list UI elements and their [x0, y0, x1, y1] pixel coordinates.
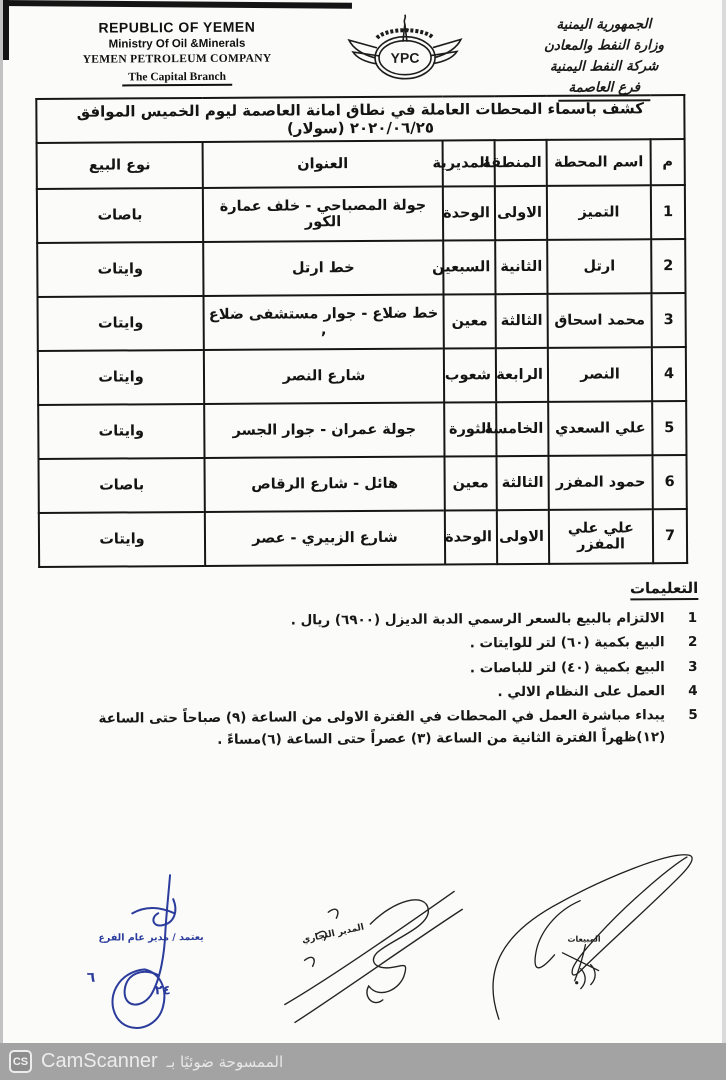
station-row	[38, 401, 686, 459]
cell-address: شارع الزبيري - عصر	[205, 510, 445, 565]
header-station-name: اسم المحطة	[547, 139, 651, 186]
approval-signature-label: يعتمد / مدير عام الفرع	[98, 931, 204, 944]
cell-station-name: علي السعدي	[548, 401, 652, 456]
cell-station-name: التميز	[547, 185, 651, 240]
cell-station-name: النصر	[548, 347, 652, 402]
branch-name-arabic: فرع العاصمة	[558, 77, 650, 101]
table-title: كشف باسماء المحطات العاملة في نطاق امانة العاصمة ليوم الخميس الموافق ٢٠٢٠/٠٦/٢٥ (سولار)	[36, 95, 684, 143]
instruction-number: 4	[688, 682, 698, 699]
commercial-manager-signature	[278, 875, 467, 1038]
station-row	[37, 185, 685, 243]
instruction-text: يبداء مباشرة العمل في المحطات في الفترة الاولى من الساعة (٩) صباحاً حتى الساعة (١٢)ظهراً الفترة الثانية من الساعة (٣) عصراً حتى الساعة (٦)مساءً .	[98, 707, 666, 749]
cell-zone: الثالثة	[496, 456, 548, 510]
logo-text: YPC	[390, 49, 420, 66]
stations-table	[35, 94, 688, 568]
header-zone: المنطقة	[495, 140, 547, 186]
cell-sale-type: وايتات	[38, 404, 204, 459]
letterhead-english	[55, 18, 299, 86]
station-row	[38, 293, 686, 351]
cell-address: خط ارتل	[203, 241, 443, 296]
branch-name: The Capital Branch	[122, 71, 232, 87]
instruction-number: 5	[688, 707, 698, 724]
sales-signature-label: المبيعات	[567, 934, 601, 944]
cell-station-name: محمد اسحاق	[547, 293, 651, 348]
camscanner-watermark-bar	[0, 1043, 726, 1080]
cell-district: السبعين	[443, 240, 495, 294]
cell-district: الوحدة	[445, 510, 497, 564]
cell-zone: الاولى	[497, 510, 549, 564]
scan-shadow-right	[722, 0, 726, 1080]
instructions-section	[36, 578, 699, 755]
handwritten-note-24: ٢٤	[154, 983, 171, 999]
instruction-item	[37, 680, 699, 706]
cell-zone: الثالثة	[496, 294, 548, 348]
header-number: م	[651, 139, 685, 185]
handwritten-note-six: ٦	[86, 969, 96, 986]
cell-station-name: ارتل	[547, 239, 651, 294]
cell-sale-type: وايتات	[38, 350, 204, 405]
company-name: YEMEN PETROLEUM COMPANY	[82, 52, 272, 66]
cell-number: 1	[651, 185, 685, 239]
cell-station-name: علي علي المفزر	[549, 509, 653, 564]
cell-sale-type: وايتات	[37, 242, 203, 297]
instruction-text: العمل على النظام الالي .	[497, 682, 665, 700]
cell-station-name: حمود المفزر	[548, 455, 652, 510]
cell-number: 7	[653, 509, 687, 563]
table-header-row	[37, 139, 685, 189]
cell-address: هائل - شارع الرقاص	[204, 457, 444, 512]
cell-sale-type: وايتات	[38, 296, 204, 351]
instruction-text: الالتزام بالبيع بالسعر الرسمي الدبة الديزل (٦٩٠٠) ريال .	[290, 610, 665, 629]
cell-zone: الثانية	[495, 240, 547, 294]
instruction-number: 1	[687, 609, 698, 627]
instruction-number: 3	[688, 658, 698, 675]
header-sale-type: نوع البيع	[37, 142, 203, 189]
table-title-row	[36, 95, 684, 143]
cell-district: الثورة	[444, 402, 496, 456]
header-address: العنوان	[203, 141, 443, 188]
cell-zone: الخامسة	[496, 402, 548, 456]
cell-zone: الاولى	[495, 186, 547, 240]
header-district: المديرية	[443, 140, 495, 186]
instruction-item	[37, 655, 699, 681]
instruction-text: البيع بكمية (٤٠) لتر للباصات .	[469, 658, 665, 676]
cell-address: جولة المصباحي - خلف عمارة الكور	[203, 187, 443, 242]
cell-number: 3	[651, 293, 685, 347]
cell-number: 6	[652, 455, 686, 509]
ypc-logo	[347, 13, 463, 86]
cell-number: 5	[652, 401, 686, 455]
instruction-text: البيع بكمية (٦٠) لتر للوايتات .	[469, 634, 665, 652]
camscanner-arabic-text: الممسوحة ضوئيًا بـ	[166, 1052, 284, 1071]
cell-district: معين	[444, 294, 496, 348]
instruction-item	[37, 631, 699, 657]
cell-number: 4	[652, 347, 686, 401]
cell-sale-type: باصات	[38, 458, 204, 513]
cell-district: الوحدة	[443, 186, 495, 240]
cell-sale-type: وايتات	[39, 512, 205, 567]
cell-district: معين	[444, 456, 496, 510]
branch-manager-signature	[74, 869, 227, 1042]
cell-number: 2	[651, 239, 685, 293]
commercial-manager-signature-label: المدير التجاري	[301, 922, 365, 946]
letterhead-arabic	[509, 14, 700, 102]
company-name-arabic: شركة النفط اليمنية	[549, 58, 659, 75]
ministry-name: Ministry Of Oil &Minerals	[108, 37, 246, 51]
cell-district: شعوب	[444, 348, 496, 402]
instruction-item	[36, 607, 698, 633]
station-row	[37, 239, 685, 297]
cell-zone: الرابعة	[496, 348, 548, 402]
instruction-number: 2	[687, 634, 698, 651]
cell-address: شارع النصر	[204, 349, 444, 404]
scan-shadow-left	[0, 0, 3, 1080]
station-row	[39, 509, 687, 567]
sales-signature	[482, 848, 721, 1035]
cell-address: خط ضلاع - جوار مستشفى ضلاع ,	[204, 295, 444, 350]
camscanner-cs-icon: CS	[9, 1050, 32, 1073]
country-name-arabic: الجمهورية اليمنية	[556, 16, 652, 33]
cell-sale-type: باصات	[37, 188, 203, 243]
station-row	[38, 347, 686, 405]
country-name: REPUBLIC OF YEMEN	[98, 18, 256, 36]
cell-address: جولة عمران - جوار الجسر	[204, 403, 444, 458]
station-row	[38, 455, 686, 513]
camscanner-brand-text: CamScanner	[41, 1050, 158, 1072]
instruction-item	[37, 704, 699, 753]
ministry-name-arabic: وزارة النفط والمعادن	[543, 37, 665, 54]
instructions-heading: التعليمات	[630, 579, 699, 600]
